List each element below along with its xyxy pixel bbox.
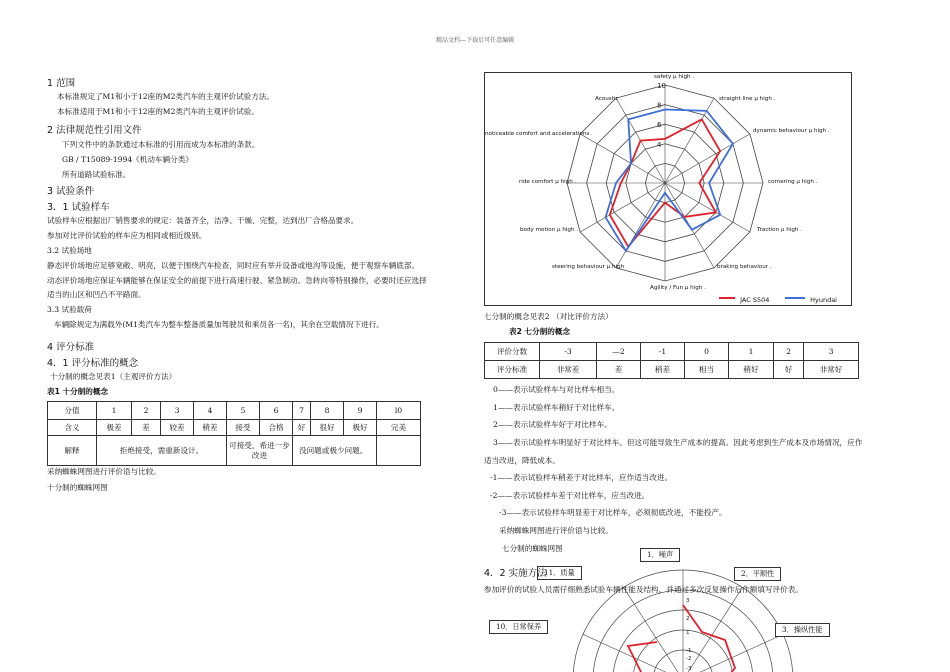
table-2-cell: 3 <box>804 343 859 361</box>
radar-chart-1 <box>484 72 852 306</box>
table-1-cell: 较差 <box>161 420 194 436</box>
table-2-cell: 差 <box>597 361 641 379</box>
section-1-title: 1 范围 <box>47 78 76 89</box>
table-1-cell: 4 <box>194 402 227 420</box>
table-1-cell: 极好 <box>344 420 377 436</box>
para-score-m1: -1——表示试验样车稍差于对比样车，应作适当改进。 <box>490 473 673 482</box>
radar1-axis-label: Traction μ high . <box>757 227 802 233</box>
radar2-label-quality: 11．质量 <box>537 566 582 580</box>
table-1-cell: 很好 <box>311 420 344 436</box>
table-1-cell: 2 <box>132 402 161 420</box>
after-table-1-para-2: 十分制的蜘蛛网图 <box>47 483 108 492</box>
section-3-title: 3 试验条件 <box>47 186 95 197</box>
table-2-cell: -3 <box>540 343 597 361</box>
table-2-cell: 相当 <box>685 361 729 379</box>
section-3-2-para-1: 静态评价场地应足够宽敞、明亮，以便于围绕汽车检查，同时应有举升设备或地沟等设施，便于观察车辆底部。 <box>47 261 420 270</box>
table-2-row <box>485 361 859 379</box>
table-1-cell: 好 <box>293 420 311 436</box>
table-1-cell: 极差 <box>97 420 132 436</box>
table-1-meaning-row <box>48 420 421 436</box>
table-2-head-row <box>485 343 859 361</box>
radar1-axis-label: Agility / Fun μ high . <box>650 285 706 291</box>
table-2-caption: 表2 七分制的概念 <box>509 327 571 336</box>
table-1-cell: 解释 <box>48 436 97 466</box>
legend-jac-label: JAC S504 <box>740 296 770 304</box>
table-2-cell: 稍好 <box>729 361 774 379</box>
radar1-axis-label: dynamic behaviour μ high . <box>753 128 830 134</box>
table-2-cell: 评价分数 <box>485 343 540 361</box>
radar2-label-maintenance: 10．日常保养 <box>489 620 548 634</box>
table-1-caption: 表1 十分制的概念 <box>47 387 109 396</box>
radar1-tick-label: 10 <box>657 82 666 90</box>
section-2-para-1: 下列文件中的条款通过本标准的引用而成为本标准的条款。 <box>62 140 260 149</box>
radar1-tick-label: 4 <box>657 140 662 149</box>
table-1-cell: 1 <box>97 402 132 420</box>
table-2-cell: -1 <box>641 343 685 361</box>
legend-jac-swatch <box>719 297 735 299</box>
radar2-label-noise: 1．噪声 <box>640 548 680 562</box>
table-1-cell <box>377 436 421 466</box>
section-2-para-2: GB / T15089-1994《机动车辆分类》 <box>62 155 193 164</box>
table-1-cell: 没问题或极少问题。 <box>293 436 377 466</box>
table-2-cell: 2 <box>774 343 804 361</box>
radar1-axis-label: steering behaviour μ high <box>552 264 625 270</box>
legend-jac <box>719 287 769 306</box>
table-1 <box>47 401 421 466</box>
table-2-cell: 稍差 <box>641 361 685 379</box>
table-2-cell: 0 <box>685 343 729 361</box>
after-table-1-para-1: 采纳蜘蛛网图进行评价语与比较。 <box>47 467 161 476</box>
para-score-m3: -3——表示试验样车明显差于对比样车，必须彻底改进，不能投产。 <box>499 508 727 517</box>
seven-scale-caption: 七分制的概念见表2 （对比评价方法） <box>484 312 613 321</box>
table-1-head-row <box>48 402 421 420</box>
table-2 <box>484 342 859 379</box>
para-web: 采纳蜘蛛网图进行评价语与比较。 <box>499 526 613 535</box>
section-3-1-para-2: 参加对比评价试验的样车应为相同或相近级别。 <box>47 231 207 240</box>
radar2-axis-line <box>683 634 783 672</box>
table-1-cell: l0 <box>377 402 421 420</box>
section-4-1-title: 4．1 评分标准的概念 <box>47 358 139 369</box>
radar2-tick-label: 1 <box>686 630 690 636</box>
table-1-cell: 9 <box>344 402 377 420</box>
radar1-axis-label: body motion μ high . <box>520 227 579 233</box>
radar2-tick-label: -1 <box>686 648 692 654</box>
radar2-tick-label: -2 <box>686 656 692 662</box>
legend-hyundai-swatch <box>785 297 805 299</box>
radar1-axis-label: ride comfort μ high . <box>519 179 577 185</box>
table-2-cell: 非常差 <box>540 361 597 379</box>
radar2-label-handling: 3．操纵性能 <box>775 623 830 637</box>
para-score-0: 0——表示试验样车与对比样车相当。 <box>493 385 620 394</box>
table-1-cell: 3 <box>161 402 194 420</box>
section-3-2-title: 3.2 试验场地 <box>47 246 92 255</box>
section-3-2-para-2: 动态评价场地应保证车辆能够在保证安全的前提下进行高速行驶、紧急制动、急转向等特别操作，必要时还应选择 <box>47 276 427 285</box>
para-web-2: 七分制的蜘蛛网图 <box>502 544 563 553</box>
para-score-2: 2——表示试验样车好于对比样车。 <box>493 420 612 429</box>
table-2-cell: 评分标准 <box>485 361 540 379</box>
table-1-cell: 拒绝接受，需重新设计。 <box>97 436 227 466</box>
table-1-cell: 合格 <box>260 420 293 436</box>
table-1-cell: 接受 <box>227 420 260 436</box>
table-1-cell: 完美 <box>377 420 421 436</box>
radar1-axis-label: noticeable comfort and accelerations . <box>485 131 593 137</box>
section-4-2-title: 4．2 实施方法 <box>484 568 547 579</box>
radar2-tick-label: 3 <box>686 598 690 604</box>
table-1-cell: 差 <box>132 420 161 436</box>
radar1-axis-label: braking behaviour . <box>717 264 772 270</box>
legend-hyundai-label: Hyundai <box>810 296 837 304</box>
section-4-1-para-1: 十分制的概念见表1（主观评价方法） <box>50 372 177 381</box>
radar1-axis-label: straight line μ high . <box>719 96 776 102</box>
section-3-1-para-1: 试验样车应根据出厂销售要求的规定：装备齐全，洁净、干燥、完整，达到出厂合格品要求。 <box>47 216 359 225</box>
radar1-series-1 <box>606 110 733 251</box>
table-1-cell: 5 <box>227 402 260 420</box>
section-1-para-1: 本标准规定了M1和小于12座的M2类汽车的主观评价试验方法。 <box>57 92 275 101</box>
table-1-cell: 可接受，希进一步改进 <box>227 436 293 466</box>
para-score-1: 1——表示试验样车稍好于对比样车。 <box>493 403 620 412</box>
section-2-para-3: 所有道路试验标准。 <box>62 170 131 179</box>
table-1-explain-row <box>48 436 421 466</box>
section-3-1-title: 3．1 试验样车 <box>47 202 110 213</box>
radar1-tick-label: 8 <box>657 101 662 110</box>
table-1-cell: 稍差 <box>194 420 227 436</box>
radar2-axis-line <box>683 587 742 672</box>
table-1-cell: 7 <box>293 402 311 420</box>
page-header: 精品文档---下载后可任意编辑 <box>436 37 515 44</box>
radar1-axis-label: cornering μ high . <box>768 179 818 185</box>
radar2-tick-label: -3 <box>686 666 692 672</box>
table-2-cell: 1 <box>729 343 774 361</box>
section-3-3-title: 3.3 试验载荷 <box>47 305 92 314</box>
para-score-3b: 适当改进，降低成本。 <box>484 456 560 465</box>
section-4-title: 4 评分标准 <box>47 342 95 353</box>
table-1-cell: 6 <box>260 402 293 420</box>
para-score-m2: -2——表示试验样车差于对比样车，应当改进。 <box>490 491 650 500</box>
table-2-cell: 好 <box>774 361 804 379</box>
radar2-tick-label: 2 <box>686 616 690 622</box>
radar1-axis-label: Acoustic . <box>595 96 623 102</box>
table-1-cell: 8 <box>311 402 344 420</box>
table-2-cell: 非常好 <box>804 361 859 379</box>
section-1-para-2: 本标准适用于M1和小于12座的M2类汽车的主观评价试验。 <box>57 107 259 116</box>
radar1-tick-label: 6 <box>657 121 662 130</box>
radar-chart-1-svg <box>485 73 851 305</box>
radar2-label-ride: 2．平顺性 <box>734 567 781 581</box>
legend-hyundai <box>785 287 837 306</box>
section-2-title: 2 法律规范性引用文件 <box>47 125 142 136</box>
section-4-2-para-1: 参加评价的试验人员需仔细熟悉试验车辆性能及结构，并通过多次反复操作后作额填写评价表。 <box>484 585 803 594</box>
section-3-3-para-1: 车辆除规定为满载外(M1类汽车为整车整备质量加驾驶员和乘员各一名)，其余在空载情况下进行。 <box>54 320 384 329</box>
table-1-cell: 含义 <box>48 420 97 436</box>
radar1-axis-label: safety μ high . <box>654 74 695 80</box>
section-3-2-para-3: 适当的山区和凹凸不平路面。 <box>47 290 146 299</box>
radar2-axis-line <box>583 634 683 672</box>
table-1-cell: 分值 <box>48 402 97 420</box>
para-score-3a: 3——表示试验样车明显好于对比样车。但这可能导致生产成本的提高。因此考虑到生产成本及市场情况，应作 <box>493 438 863 447</box>
table-2-cell: —2 <box>597 343 641 361</box>
radar2-axis-line <box>624 587 683 672</box>
